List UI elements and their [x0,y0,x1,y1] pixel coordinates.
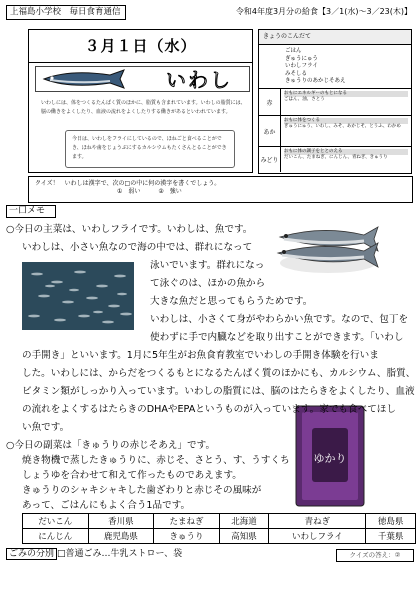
body-line: 大きな魚だと思ってもらうためです。 [150,296,313,307]
feature-title: いわし [166,68,232,92]
quiz-box [28,176,413,203]
table-cell: 青ねぎ [269,514,366,529]
feature-text: いわしには、体をつくるたんぱく質のほかに、脂質も含まれています。いわしの脂質には、脳の働きをよくしたり、血液の流れをよくしたりする働きがあるといわれています。 [41,100,246,115]
menu-period: 令和4年度3月分の給食【3／1(水)～3／23(木)】 [235,7,412,16]
body-line: 焼き物機で蒸したきゅうりに、赤じそ、さとう、す、うすくち [22,455,290,466]
garbage-sorting [6,548,336,562]
body-line: した。いわしには、からだをつくるもとになるたんぱく質のほかにも、カルシウム、脂質、 [22,368,416,379]
vegetable-origin-table [22,513,416,544]
menu-item: みそしる [285,70,308,77]
menu-item: ごはん [285,48,302,54]
body-line: ビタミン類がしっかり入っています。いわしの脂質には、脳のはたらきをよくしたり、血液 [22,386,415,397]
package-label: ゆかり [313,452,347,465]
body-line: の手開き」といいます。1月に5年生がお魚食育教室でいわしの手開き体験を行いま [22,350,379,361]
table-cell: 高知県 [219,529,269,544]
food-group-heading: おもにエネルギーのもとになる [284,91,408,97]
quiz-question: クイズ！ いわしは漢字で、次の□の中に何の漢字を書くでしょう。 [35,180,221,187]
food-group-midori [259,147,411,172]
school-title: 上福島小学校 毎日食育通信 [6,5,126,20]
table-cell: 千葉県 [366,529,416,544]
sardine-illustration [40,67,130,91]
table-row [23,529,416,544]
body-line: 泳いでいます。群れになっ [150,260,265,271]
menu-list [259,45,411,89]
table-cell: 鹿児島県 [88,529,154,544]
feature-note: 今日は、いわしをフライにしているので、ほねごと食べることができ、ほねや歯をじょうぶにするカルシウムもたくさんとることができます。 [65,130,235,168]
food-group-heading: おもに体をつくる [284,118,408,124]
quiz-answer: クイズの答え：② [336,549,414,562]
body-line: いわしは、小さい魚なので海の中では、群れになって [22,242,253,253]
quiz-choices: ① 弱い ② 強い [117,188,182,195]
table-cell: だいこん [23,514,89,529]
food-group-aka [259,116,411,147]
body-line: きゅうりのシャキシャキした歯ざわりと赤じその風味が [22,485,262,496]
garbage-sorting-label: ごみの分別 [6,548,57,560]
body-line: ○今日の副菜は「きゅうりの赤じそあえ」です。 [6,440,216,451]
menu-item: ぎゅうにゅう [285,55,318,62]
menu-heading: きょうのこんだて [259,30,411,45]
sardine-school-photo [22,262,134,330]
table-cell: いわしフライ [269,529,366,544]
table-cell: きゅうり [154,529,220,544]
menu-panel [258,29,412,174]
food-group-items: ぎゅうにゅう、いわし、みそ、あかじそ、とうふ、わかめ [284,124,401,129]
section-label: 一口メモ [6,205,56,218]
body-line: 使わずに手で内臓などを取り出すことができます。「いわし [150,332,404,343]
table-cell: 香川県 [88,514,154,529]
body-line: て泳ぐのは、ほかの魚から [150,278,266,289]
food-group-red [259,89,411,116]
table-cell: 徳島県 [366,514,416,529]
furikake-package-photo [294,404,366,508]
date-title: ３月１日（水） [28,29,253,63]
feature-box [28,63,253,173]
table-cell: 北海道 [219,514,269,529]
garbage-sorting-text: □普通ごみ…牛乳ストロー、袋 [57,549,183,559]
menu-item: いわしフライ [285,63,318,69]
table-cell: たまねぎ [154,514,220,529]
body-line: ○今日の主菜は、いわしフライです。いわしは、魚です。 [6,224,253,235]
food-group-label: あか [259,116,281,146]
body-line: あって、ごはんにもよく合う1品です。 [22,500,191,511]
table-row [23,514,416,529]
food-group-label: 赤 [259,89,281,115]
body-line: い魚です。 [22,422,70,433]
food-group-items: だいこん、たまねぎ、にんじん、青ねぎ、きゅうり [284,155,388,160]
table-cell: にんじん [23,529,89,544]
body-line: しょうゆを合わせて和えて作ったものであえます。 [22,470,242,481]
food-group-heading: おもに体の調子をととのえる [284,149,408,155]
feature-banner [35,66,250,92]
sardine-photo [272,207,382,282]
food-group-items: ごはん、油、さとう [284,97,325,102]
body-line: の流れをよくするはたらきのDHAやEPAというものが入っています。家でも食べてほし [22,404,396,415]
body-line: いわしは、小さくて身がやわらかい魚です。なので、包丁を [150,314,409,325]
menu-item: きゅうりのあかじそあえ [285,78,346,84]
food-group-label: みどり [259,147,281,172]
